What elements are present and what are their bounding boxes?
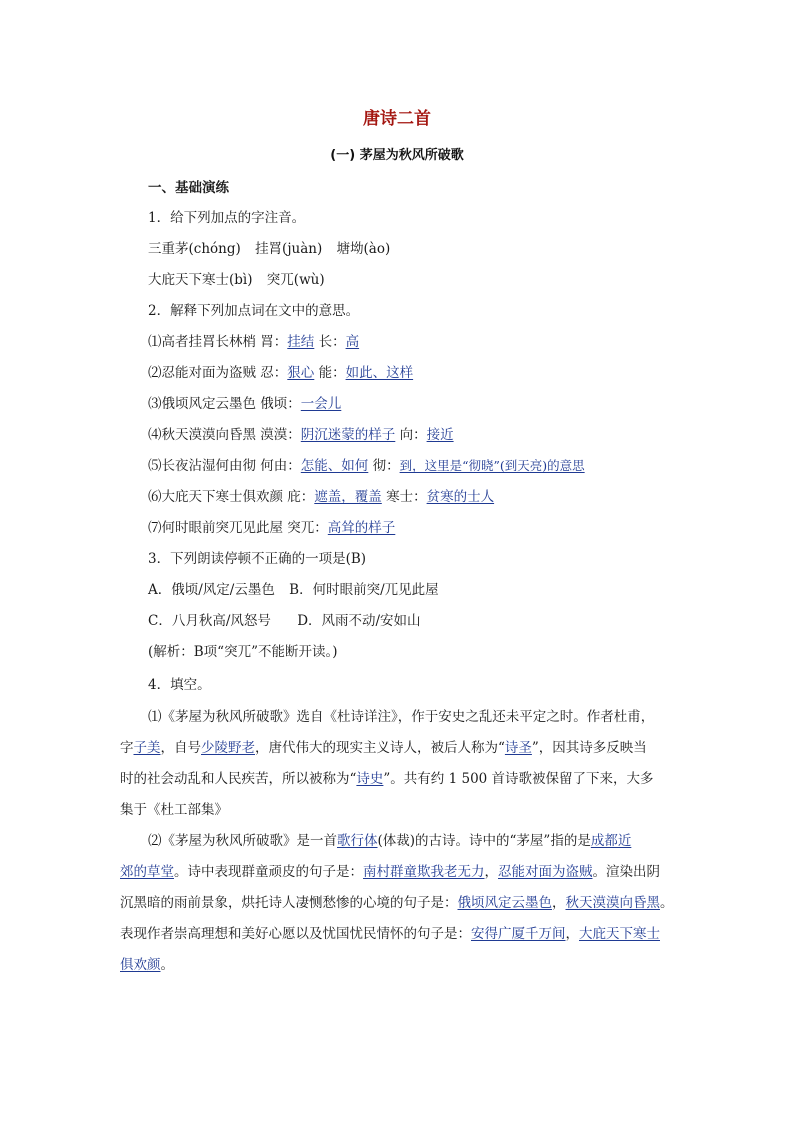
q4-p1-line <box>148 707 654 727</box>
q2-item-text: 长： <box>314 334 346 350</box>
q2-answer: 挂结 <box>287 334 315 350</box>
q4-p1-line <box>120 800 228 820</box>
q4-text: 。渲染出阴 <box>592 864 660 880</box>
q2-answer: 遮盖，覆盖 <box>314 489 382 505</box>
q1-item: 三重茅(chóng) <box>148 241 241 257</box>
q4-p2-line <box>120 955 174 975</box>
q1-item: 挂罥(juàn) <box>255 241 323 257</box>
q4-answer: 成都近 <box>590 833 632 849</box>
q4-answer: 俄顷风定云墨色 <box>457 895 552 911</box>
q3-option-d: D．风雨不动/安如山 <box>297 613 421 629</box>
q4-answer: 安得广厦千万间 <box>471 926 566 942</box>
q3-options-row <box>148 580 439 600</box>
q4-text: 沉黑暗的雨前景象，烘托诗人凄恻愁惨的心境的句子是： <box>120 895 458 911</box>
q4-text: 。诗中表现群童顽皮的句子是： <box>174 864 363 880</box>
q1-item: 大庇天下寒士(bì) <box>148 272 253 288</box>
section-heading: 一、基础演练 <box>148 180 229 196</box>
q4-answer: 少陵野老 <box>201 740 255 756</box>
q4-text: 表现作者崇高理想和美好心愿以及忧国忧民情怀的句子是： <box>120 926 471 942</box>
q4-p2-line <box>120 893 674 913</box>
q4-text: 字 <box>120 740 134 756</box>
q2-answer: 到，这里是“彻晓”(到天亮)的意思 <box>399 458 585 473</box>
q3-option-c: C．八月秋高/风怒号 <box>148 613 271 629</box>
page-title: 唐诗二首 <box>363 109 431 129</box>
q4-text: 。 <box>160 957 174 973</box>
q4-answer: 子美 <box>133 740 161 756</box>
q4-text: ”。共有约 1 500 首诗歌被保留了下来，大多 <box>383 771 654 787</box>
q2-answer: 高耸的样子 <box>327 520 396 536</box>
q1-item: 突兀(wù) <box>266 272 325 288</box>
q4-text: ⑴《茅屋为秋风所破歌》选自《杜诗详注》，作于安史之乱还未平定之时。作者杜甫， <box>148 709 655 725</box>
q2-answer: 狠心 <box>287 365 315 381</box>
q3-option-b: B．何时眼前突/兀见此屋 <box>289 582 439 598</box>
q4-text: 集于《杜工部集》 <box>120 802 228 818</box>
q2-item-text: ⑵忍能对面为盗贼 忍： <box>148 365 288 381</box>
q1-item: 塘坳(ào) <box>336 241 391 257</box>
q2-answer: 阴沉迷蒙的样子 <box>300 427 396 443</box>
q2-item-text: 向： <box>395 427 427 443</box>
q2-item <box>148 518 395 538</box>
q4-p2-line <box>120 862 660 882</box>
q1-line2 <box>148 270 325 290</box>
q4-text: ，唐代伟大的现实主义诗人，被后人称为“ <box>255 740 505 756</box>
q4-prompt: 4．填空。 <box>148 677 211 693</box>
q4-answer: 秋天漠漠向昏黑 <box>565 895 660 911</box>
q2-answer: 高 <box>345 334 360 350</box>
q4-text: ”，因其诗多反映当 <box>531 740 647 756</box>
q4-text: (体裁)的古诗。诗中的“茅屋”指的是 <box>377 833 591 849</box>
q4-p2-line <box>148 831 631 851</box>
q4-answer: 俱欢颜 <box>120 957 161 973</box>
q2-item <box>148 394 341 414</box>
q4-p1-line <box>120 738 647 758</box>
q4-answer: 诗史 <box>356 771 384 787</box>
q2-answer: 贫寒的士人 <box>426 489 495 505</box>
q2-answer: 如此、这样 <box>345 365 414 381</box>
q4-text: ，自号 <box>160 740 201 756</box>
q4-answer: 大庇天下寒士 <box>579 926 660 942</box>
q3-option-a: A．俄顷/风定/云墨色 <box>148 582 275 598</box>
q4-p1-line <box>120 769 654 789</box>
q4-text: ， <box>484 864 498 880</box>
q2-item <box>148 425 454 445</box>
q4-answer: 南村群童欺我老无力 <box>363 864 485 880</box>
q2-item-text: ⑸长夜沾湿何由彻 何由： <box>148 458 301 474</box>
q4-answer: 忍能对面为盗贼 <box>498 864 593 880</box>
q4-text: ， <box>565 926 579 942</box>
q2-item <box>148 363 413 383</box>
q4-answer: 诗圣 <box>504 740 532 756</box>
q2-item-text: ⑴高者挂罥长林梢 罥： <box>148 334 288 350</box>
q3-prompt: 3．下列朗读停顿不正确的一项是(B) <box>148 551 367 567</box>
q2-item-text: ⑺何时眼前突兀见此屋 突兀： <box>148 520 328 536</box>
q2-item <box>148 456 585 476</box>
q2-item-text: 能： <box>314 365 346 381</box>
q4-answer: 歌行体 <box>337 833 378 849</box>
q2-item-text: ⑷秋天漠漠向昏黑 漠漠： <box>148 427 301 443</box>
q2-item-text: 寒士： <box>381 489 427 505</box>
q1-line1 <box>148 239 390 259</box>
q1-prompt: 1．给下列加点的字注音。 <box>148 210 306 226</box>
q2-answer: 怎能、如何 <box>300 458 369 474</box>
q4-text: ， <box>552 895 566 911</box>
q3-analysis: (解析：B项“突兀”不能断开读。) <box>148 644 338 660</box>
poem-subtitle: (一) 茅屋为秋风所破歌 <box>330 148 464 163</box>
q2-item <box>148 487 494 507</box>
q2-item-text: ⑹大庇天下寒士俱欢颜 庇： <box>148 489 315 505</box>
q2-answer: 接近 <box>426 427 454 443</box>
q4-answer: 郊的草堂 <box>120 864 174 880</box>
q2-item <box>148 332 359 352</box>
q4-text: ⑵《茅屋为秋风所破歌》是一首 <box>148 833 337 849</box>
q4-p2-line <box>120 924 660 944</box>
q2-prompt: 2．解释下列加点词在文中的意思。 <box>148 303 360 319</box>
q4-text: 时的社会动乱和人民疾苦，所以被称为“ <box>120 771 357 787</box>
q2-item-text: ⑶俄顷风定云墨色 俄顷： <box>148 396 301 412</box>
q2-item-text: 彻： <box>368 458 400 474</box>
q3-options-row <box>148 611 421 631</box>
q2-answer: 一会儿 <box>300 396 342 412</box>
q4-text: 。 <box>660 895 674 911</box>
